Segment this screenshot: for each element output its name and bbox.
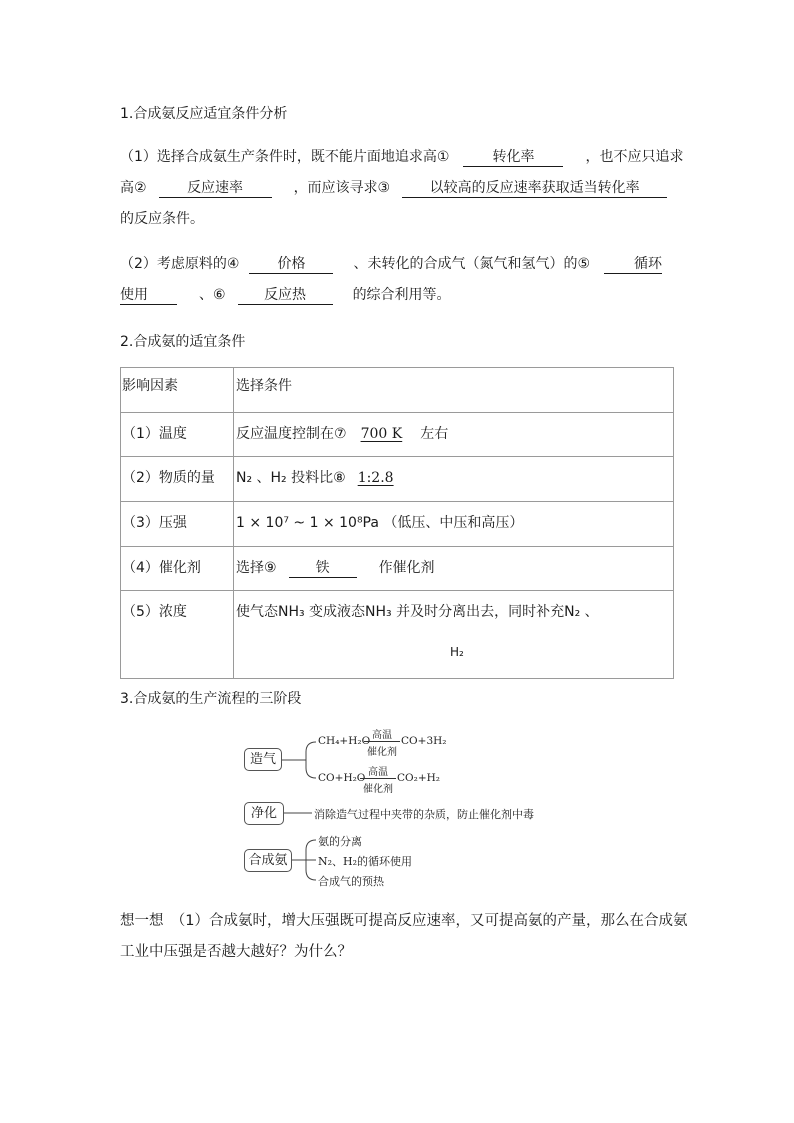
equation2-cond-bottom: 催化剂: [363, 784, 393, 795]
conditions-table: [120, 367, 674, 679]
think-question-line1: 想一想 （1）合成氨时，增大压强既可提高反应速率，又可提高氨的产量，那么在合成氨: [120, 913, 688, 929]
condition-concentration-text: 使气态NH₃ 变成液态NH₃ 并及时分离出去，同时补充N₂ 、: [236, 604, 599, 620]
condition-ratio-text: N₂ 、H₂ 投料比⑧: [236, 470, 346, 486]
para1-text-c: 高②: [120, 180, 147, 196]
think-question-line2: 工业中压强是否越大越好？为什么？: [120, 944, 352, 960]
factor-ratio: （2）物质的量: [122, 470, 215, 486]
equation1-arrow: [364, 741, 400, 742]
para1-line3: 的反应条件。: [120, 211, 204, 227]
table-header-row: [121, 368, 674, 413]
condition-concentration: [234, 591, 673, 659]
table-row: [121, 457, 674, 502]
section3-title: 3.合成氨的生产流程的三阶段: [120, 691, 302, 707]
para2-line1: [120, 254, 662, 274]
table-row: [121, 591, 674, 679]
synthesis-item: 合成气的预热: [318, 875, 384, 888]
table-row: [121, 413, 674, 457]
answer-4: 价格: [249, 255, 333, 274]
equation1-left: CH₄+H₂O: [318, 735, 371, 747]
synthesis-item: 氨的分离: [318, 835, 362, 848]
header-condition: 选择条件: [236, 378, 292, 394]
purification-note: 消除造气过程中夹带的杂质，防止催化剂中毒: [314, 808, 534, 821]
condition-temperature-post: 左右: [420, 426, 449, 442]
table-row: [121, 547, 674, 591]
factor-temperature: （1）温度: [122, 426, 187, 442]
equation2-cond-top: 高温: [368, 767, 388, 778]
equation2-right: CO₂+H₂: [397, 772, 441, 784]
answer-5a: 循环: [604, 255, 662, 274]
answer-3: 以较高的反应速率获取适当转化率: [402, 179, 667, 198]
para2-text-d: 的综合利用等。: [352, 287, 451, 303]
para1-text-d: ，而应该寻求③: [293, 180, 391, 196]
equation2-arrow: [360, 778, 396, 779]
synthesis-item: N₂、H₂的循环使用: [318, 855, 413, 868]
condition-concentration-h2: H₂: [450, 645, 464, 659]
condition-temperature: [234, 413, 673, 443]
para2-text-b: 、未转化的合成气（氮气和氢气）的⑤: [353, 256, 591, 272]
condition-catalyst: [234, 547, 673, 578]
factor-catalyst: （4）催化剂: [122, 560, 201, 576]
condition-temperature-text: 反应温度控制在⑦: [236, 426, 347, 442]
stage-box-synthesis: 合成氨: [244, 849, 292, 872]
stage-box-purification: 净化: [244, 802, 284, 825]
answer-9: 铁: [289, 559, 357, 578]
process-flow-diagram: [240, 722, 560, 892]
answer-1: 转化率: [463, 148, 563, 167]
condition-ratio: [234, 457, 673, 487]
condition-catalyst-post: 作催化剂: [378, 560, 435, 576]
answer-7: 700 K: [360, 426, 403, 442]
answer-2: 反应速率: [159, 179, 272, 198]
stage-box-gas-making: 造气: [244, 748, 282, 771]
para2-line2: [120, 285, 451, 305]
equation1-right: CO+3H₂: [401, 735, 447, 747]
factor-concentration: （5）浓度: [122, 604, 187, 620]
para1-line2: [120, 178, 667, 198]
equation1-cond-top: 高温: [372, 730, 392, 741]
equation2-left: CO+H₂O: [318, 772, 366, 784]
answer-6: 反应热: [238, 286, 333, 305]
para1-text-a: （1）选择合成氨生产条件时，既不能片面地追求高①: [120, 149, 450, 165]
factor-pressure: （3）压强: [122, 515, 187, 531]
section1-title: 1.合成氨反应适宜条件分析: [120, 106, 288, 122]
para1-text-b: ，也不应只追求: [585, 149, 684, 165]
section2-title: 2.合成氨的适宜条件: [120, 334, 246, 350]
answer-5b: 使用: [120, 286, 177, 305]
table-row: [121, 502, 674, 547]
condition-catalyst-text: 选择⑨: [236, 560, 277, 576]
equation1-cond-bottom: 催化剂: [367, 747, 397, 758]
para2-text-a: （2）考虑原料的④: [120, 256, 240, 272]
condition-pressure: 1 × 10⁷ ~ 1 × 10⁸Pa （低压、中压和高压）: [236, 515, 524, 531]
answer-8: 1:2.8: [357, 470, 394, 486]
header-factor: 影响因素: [122, 378, 178, 394]
para2-text-c: 、⑥: [199, 287, 226, 303]
para1-line1: [120, 147, 683, 167]
